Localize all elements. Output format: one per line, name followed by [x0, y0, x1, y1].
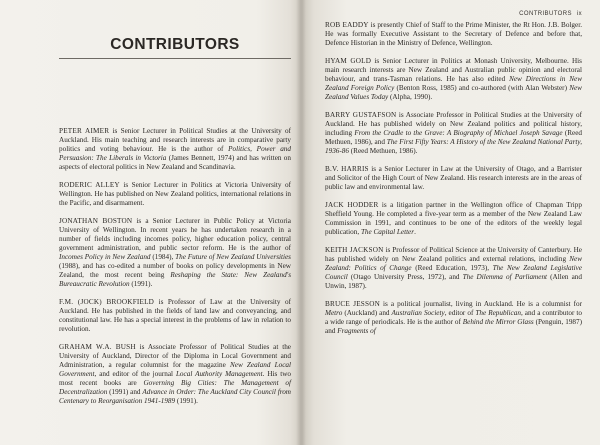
book-title: From the Cradle to the Grave: A Biography of Michael Joseph Savage: [354, 129, 563, 137]
entry-graham-bush: [59, 343, 291, 406]
entry-text: (1984),: [150, 253, 176, 261]
book-title: Reshaping the State: New Zealand's Bureaucratic Revolution: [59, 271, 291, 288]
contributor-name: RODERIC ALLEY: [59, 181, 120, 189]
book-title: The New Zealand Legislative Council: [325, 264, 582, 281]
entry-text: (Benton Ross, 1985) and co-authored (with Alan Webster): [394, 84, 570, 92]
entry-text: is a litigation partner in the Wellington office of Chapman Tripp Sheffield Young. He completed a five-year term as a member of the New Zealand Law Commission in 1991, and continues to be one of the editors of the weekly legal publication,: [325, 201, 582, 236]
book-title: New Zealand: Politics of Change: [325, 255, 582, 272]
entry-text: is Senior Lecturer in Political Studies at the University of Auckland. His main teaching and research interests are in comparative party politics and voting behaviour. He is the author of: [59, 127, 291, 153]
book-title: New Directions in New Zealand Foreign Policy: [325, 75, 582, 92]
running-head: [519, 11, 582, 17]
book-title: Behind the Mirror Glass: [462, 318, 534, 326]
entry-text: is Professor of Law at the University of Auckland. He has published in the fields of land law and conveyancing, and constitutional law. He has a special interest in the problems of law in relation to revolution.: [59, 298, 291, 333]
page-number: ix: [576, 11, 582, 17]
entry-text: is Senior Lecturer in Politics at Victoria University of Wellington. He has published on New Zealand politics, international relations in the Pacific, and disarmament.: [59, 181, 291, 207]
entry-text: . His two most recent books are: [59, 370, 291, 387]
contributor-name: F.M. (JOCK) BROOKFIELD: [59, 298, 155, 306]
book-title: The Republican: [475, 309, 521, 317]
contributor-name: BARRY GUSTAFSON: [325, 111, 397, 119]
entry-text: (Allen and Unwin, 1987).: [325, 273, 582, 290]
entry-text: .: [414, 228, 416, 236]
entry-bruce-jesson: [325, 300, 582, 336]
entry-text: is Associate Professor of Political Studies at the University of Auckland, Director of the Diploma in Local Government and Administration, a regular columnist for the magazine: [59, 343, 291, 369]
entry-text: (Reed Education, 1973),: [411, 264, 493, 272]
book-title: The Dilemma of Parliament: [462, 273, 548, 281]
entry-peter-aimer: [59, 127, 291, 172]
entry-text: is presently Chief of Staff to the Prime Minister, the Rt Hon. J.B. Bolger. He was formally Executive Assistant to the Secretary of Defence and before that, Defence Historian in the Ministry of Defence, Wellington.: [325, 21, 582, 47]
contributor-name: JACK HODDER: [325, 201, 379, 209]
running-head-text: CONTRIBUTORS: [519, 11, 572, 17]
contributor-name: PETER AIMER: [59, 127, 110, 135]
book-title: Australian Society: [391, 309, 445, 317]
entry-rob-eaddy: [325, 21, 582, 48]
entry-text: (Auckland) and: [342, 309, 392, 317]
entry-hyam-gold: [325, 57, 582, 102]
entry-barry-gustafson: [325, 111, 582, 156]
right-page: [302, 0, 600, 445]
contributor-name: ROB EADDY: [325, 21, 369, 29]
entry-text: is a political journalist, living in Auckland. He is a columnist for: [380, 300, 582, 308]
entry-text: (Otago University Press, 1972), and: [347, 273, 463, 281]
contributor-name: GRAHAM W.A. BUSH: [59, 343, 136, 351]
entry-text: (Alpha, 1990).: [388, 93, 433, 101]
book-title: New Zealand Values Today: [325, 84, 582, 101]
entry-bv-harris: [325, 165, 582, 192]
book-title: The Capital Letter: [360, 228, 415, 236]
entry-text: (1991).: [129, 280, 153, 288]
book-title: New Zealand Local Government: [59, 361, 291, 378]
entry-text: (1991).: [175, 397, 198, 405]
entry-roderic-alley: [59, 181, 291, 208]
contributor-name: HYAM GOLD: [325, 57, 372, 65]
book-title: Fragments of: [337, 327, 376, 335]
entry-text: , editor of: [444, 309, 476, 317]
entry-text: is a Senior Lecturer in Public Policy at Victoria University of Wellington. In recent years he has undertaken research in a number of fields including incomes policy, higher education policy, central government administration, and public sector reform. He is the author of: [59, 217, 291, 252]
entry-text: , and a contributor to a wide range of periodicals. He is the author of: [325, 309, 582, 326]
book-title: Incomes Policy in New Zealand: [59, 253, 151, 261]
entry-keith-jackson: [325, 246, 582, 291]
entry-text: (Reed Methuen, 1986), and: [325, 129, 582, 146]
entry-text: is Senior Lecturer in Politics at Monash University, Melbourne. His main research interests are New Zealand and Australian public opinion and electoral behaviour, and trans-Tasman relations. He has also edited: [325, 57, 582, 83]
entry-text: is Associate Professor in Political Studies at the University of Auckland. He has published widely on New Zealand politics and political history, including: [325, 111, 582, 137]
contributor-name: JONATHAN BOSTON: [59, 217, 133, 225]
entry-text: (Reed Methuen, 1986).: [348, 147, 418, 155]
contributor-name: BRUCE JESSON: [325, 300, 380, 308]
entry-text: (1991) and: [107, 388, 143, 396]
chapter-title: CONTRIBUTORS: [59, 36, 291, 59]
book-title: Metro: [325, 309, 343, 317]
entry-text: (1988), and has co-edited a number of books on policy developments in New Zealand, the most recent being: [59, 262, 291, 279]
right-entries: [325, 21, 582, 336]
book-title: The First Fifty Years: A History of the New Zealand National Party, 1936-86: [325, 138, 582, 155]
entry-jock-brookfield: [59, 298, 291, 334]
book-title: Politics, Power and Persuasion: The Liberals in Victoria: [59, 145, 291, 162]
entry-text: is Professor of Political Science at the University of Canterbury. He has published widely on New Zealand politics and external relations, including: [325, 246, 582, 263]
entry-text: (Penguin, 1987) and: [325, 318, 582, 335]
entry-jack-hodder: [325, 201, 582, 237]
entry-text: (James Bennett, 1974) and has written on aspects of electoral politics in New Zealand and Scandinavia.: [59, 154, 291, 171]
entry-jonathan-boston: [59, 217, 291, 289]
left-entries: [59, 127, 291, 406]
book-title: Advance in Order: The Auckland City Council from Centenary to Reorganisation 1941-1989: [59, 388, 291, 405]
contributor-name: KEITH JACKSON: [325, 246, 384, 254]
book-title: Governing Big Cities: The Management of Decentralization: [59, 379, 291, 396]
entry-text: , and editor of the journal: [94, 370, 176, 378]
entry-text: is a Senior Lecturer in Law at the University of Otago, and a Barrister and Solicitor of the High Court of New Zealand. His research interests are in the areas of public law and environmental law.: [325, 165, 582, 191]
book-title: The Future of New Zealand Universities: [175, 253, 291, 261]
book-title: Local Authority Management: [175, 370, 263, 378]
contributor-name: B.V. HARRIS: [325, 165, 369, 173]
